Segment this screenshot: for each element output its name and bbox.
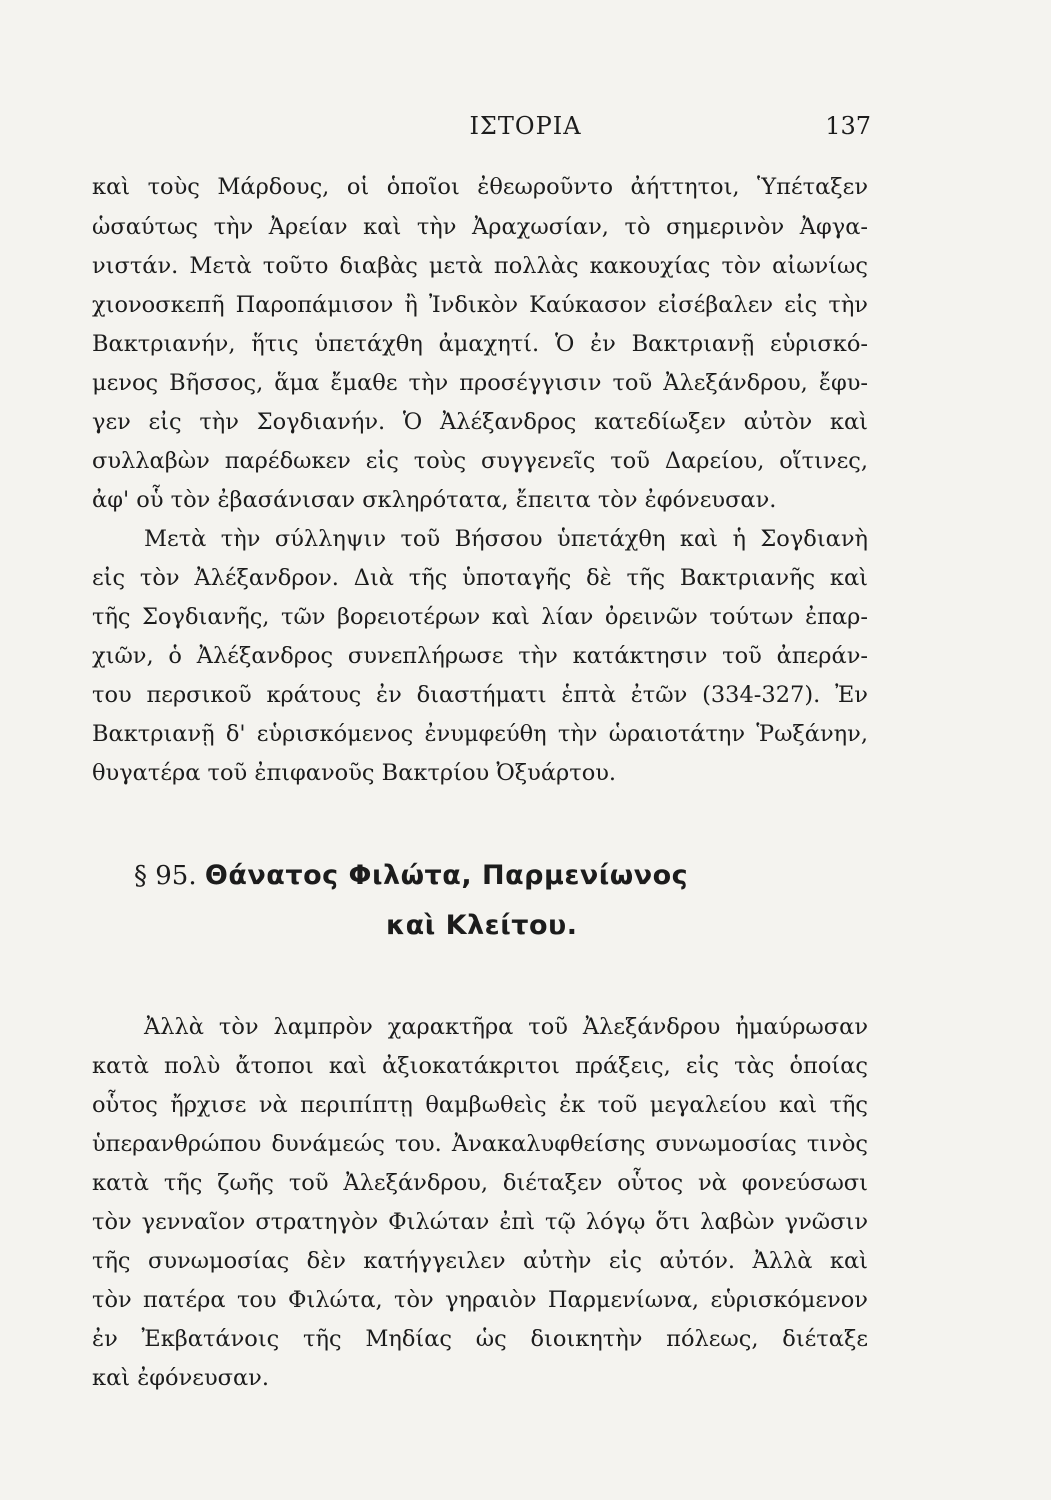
text-line: οὗτος ἤρχισε νὰ περιπίπτῃ θαμβωθεὶς ἐκ τοῦ μεγαλείου καὶ τῆς [92, 1092, 868, 1118]
text-line: εἰς τὸν Ἀλέξανδρον. Διὰ τῆς ὑποταγῆς δὲ τῆς Βακτριανῆς καὶ [92, 565, 868, 591]
text-line: καὶ ἐφόνευσαν. [92, 1365, 270, 1391]
text-line: ὑπερανθρώπου δυνάμεώς του. Ἀνακαλυφθείσης συνωμοσίας τινὸς [92, 1131, 868, 1157]
text-line: κατὰ πολὺ ἄτοποι καὶ ἀξιοκατάκριτοι πράξεις, εἰς τὰς ὁποίας [92, 1053, 868, 1079]
text-line: νιστάν. Μετὰ τοῦτο διαβὰς μετὰ πολλὰς κακουχίας τὸν αἰωνίως [92, 253, 868, 279]
section-title-line-1: Θάνατος Φιλώτα, Παρμενίωνος [204, 860, 689, 891]
text-line: ἐν Ἐκβατάνοις τῆς Μηδίας ὡς διοικητὴν πόλεως, διέταξε [92, 1326, 868, 1352]
running-title: ΙΣΤΟΡΙΑ [469, 112, 582, 140]
text-line: τῆς συνωμοσίας δὲν κατήγγειλεν αὐτὴν εἰς αὐτόν. Ἀλλὰ καὶ [92, 1248, 868, 1274]
text-line: συλλαβὼν παρέδωκεν εἰς τοὺς συγγενεῖς τοῦ Δαρείου, οἵτινες, [92, 448, 868, 474]
text-line: Βακτριανῇ δ' εὑρισκόμενος ἐνυμφεύθη τὴν ὡραιοτάτην Ῥωξάνην, [92, 721, 868, 747]
text-line: του περσικοῦ κράτους ἐν διαστήματι ἑπτὰ ἐτῶν (334-327). Ἐν [92, 682, 868, 708]
text-line: τὸν γενναῖον στρατηγὸν Φιλώταν ἐπὶ τῷ λόγῳ ὅτι λαβὼν γνῶσιν [92, 1209, 868, 1235]
text-line: ἀφ' οὗ τὸν ἐβασάνισαν σκληρότατα, ἔπειτα τὸν ἐφόνευσαν. [92, 487, 777, 513]
text-line: μενος Βῆσσος, ἅμα ἔμαθε τὴν προσέγγισιν τοῦ Ἀλεξάνδρου, ἔφυ- [92, 370, 868, 396]
text-line: Μετὰ τὴν σύλληψιν τοῦ Βήσσου ὑπετάχθη καὶ ἡ Σογδιανὴ [144, 526, 868, 552]
section-heading-continued [386, 910, 577, 941]
page-header [0, 112, 1051, 152]
section-number: § 95. [134, 861, 197, 891]
text-line: Βακτριανήν, ἥτις ὑπετάχθη ἀμαχητί. Ὁ ἐν Βακτριανῇ εὑρισκό- [92, 331, 868, 357]
text-line: τῆς Σογδιανῆς, τῶν βορειοτέρων καὶ λίαν ὀρεινῶν τούτων ἐπαρ- [92, 604, 868, 630]
text-line: ὡσαύτως τὴν Ἀρείαν καὶ τὴν Ἀραχωσίαν, τὸ σημερινὸν Ἀφγα- [92, 214, 868, 240]
page-number: 137 [825, 112, 871, 140]
section-title-line-2: καὶ Κλείτου. [386, 910, 578, 941]
text-line: χιονοσκεπῆ Παροπάμισον ἢ Ἰνδικὸν Καύκασον εἰσέβαλεν εἰς τὴν [92, 292, 868, 318]
text-line: θυγατέρα τοῦ ἐπιφανοῦς Βακτρίου Ὀξυάρτου. [92, 760, 617, 786]
text-line: γεν εἰς τὴν Σογδιανήν. Ὁ Ἀλέξανδρος κατεδίωξεν αὐτὸν καὶ [92, 409, 868, 435]
section-heading [134, 860, 688, 891]
text-line: κατὰ τῆς ζωῆς τοῦ Ἀλεξάνδρου, διέταξεν οὗτος νὰ φονεύσωσι [92, 1170, 868, 1196]
text-line: τὸν πατέρα του Φιλώτα, τὸν γηραιὸν Παρμενίωνα, εὑρισκόμενον [92, 1287, 868, 1313]
text-line: καὶ τοὺς Μάρδους, οἱ ὁποῖοι ἐθεωροῦντο ἀήττητοι, Ὑπέταξεν [92, 174, 868, 200]
text-line: Ἀλλὰ τὸν λαμπρὸν χαρακτῆρα τοῦ Ἀλεξάνδρου ἠμαύρωσαν [144, 1014, 868, 1040]
text-line: χιῶν, ὁ Ἀλέξανδρος συνεπλήρωσε τὴν κατάκτησιν τοῦ ἀπεράν- [92, 643, 868, 669]
